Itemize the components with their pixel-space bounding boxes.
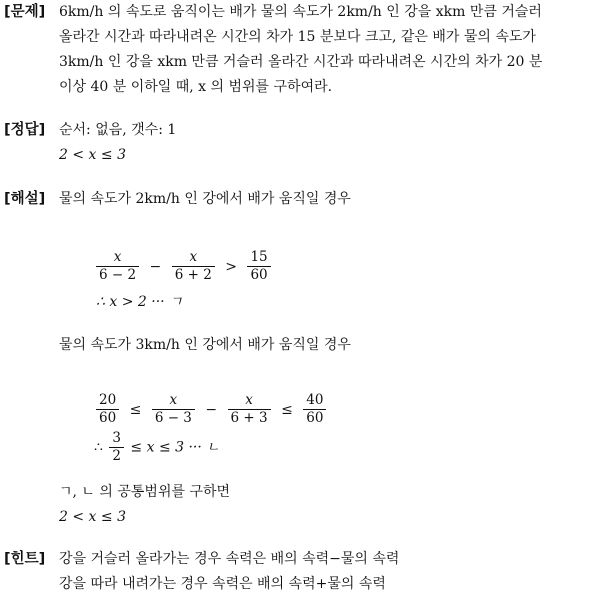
operator: > xyxy=(225,258,237,275)
hint-line-2: 강을 따라 내려가는 경우 속력은 배의 속력+물의 속력 xyxy=(59,576,386,592)
answer-range: 2 < x ≤ 3 xyxy=(59,147,126,163)
explanation-label: [해설] xyxy=(4,191,46,207)
fraction xyxy=(228,392,271,427)
result-2-rest: ≤ x ≤ 3 ··· ㄴ xyxy=(130,439,220,456)
final-range: 2 < x ≤ 3 xyxy=(59,509,126,525)
result-2 xyxy=(94,430,220,465)
explanation-intro-1: 물의 속도가 2km/h 인 강에서 배가 움직일 경우 xyxy=(59,191,351,207)
numerator: 15 xyxy=(250,249,268,265)
denominator: 6 + 2 xyxy=(172,266,215,284)
numerator: x xyxy=(113,249,122,265)
equation-1 xyxy=(94,249,273,284)
fraction xyxy=(172,249,215,284)
fraction xyxy=(96,392,119,427)
denominator: 6 + 3 xyxy=(228,409,271,427)
result-1: ∴ x > 2 ··· ㄱ xyxy=(96,294,183,310)
denominator: 60 xyxy=(303,409,326,427)
therefore-symbol: ∴ xyxy=(94,439,103,456)
numerator: x xyxy=(245,392,253,408)
problem-line-3: 3km/h 인 강을 xkm 만큼 거슬러 올라간 시간과 따라내려온 시간의 차가 20 분 xyxy=(59,54,543,70)
numerator: 3 xyxy=(112,430,121,446)
denominator: 6 − 2 xyxy=(96,266,139,284)
numerator: 20 xyxy=(99,392,117,408)
explanation-intro-2: 물의 속도가 3km/h 인 강에서 배가 움직일 경우 xyxy=(59,337,351,353)
hint-line-1: 강을 거슬러 올라가는 경우 속력은 배의 속력−물의 속력 xyxy=(59,551,400,567)
numerator: x xyxy=(169,392,178,408)
fraction xyxy=(109,430,124,465)
explanation-intro-2-wrap xyxy=(59,333,586,358)
fraction xyxy=(152,392,195,427)
explanation-content xyxy=(59,187,586,212)
answer-content xyxy=(59,118,586,168)
operator: ≤ xyxy=(129,401,142,418)
problem-line-1: 6km/h 의 속도로 움직이는 배가 물의 속도가 2km/h 인 강을 xkm 만큼 거슬러 xyxy=(59,4,542,20)
denominator: 2 xyxy=(109,447,124,465)
answer-label: [정답] xyxy=(4,122,46,138)
common-range-text: ㄱ, ㄴ 의 공통범위를 구하면 xyxy=(59,484,231,500)
problem-line-2: 올라간 시간과 따라내려온 시간의 차가 15 분보다 크고, 같은 배가 물의 속도가 xyxy=(59,29,536,45)
answer-meta: 순서: 없음, 갯수: 1 xyxy=(59,122,177,138)
denominator: 6 − 3 xyxy=(152,409,195,427)
problem-text xyxy=(59,0,586,100)
problem-line-4: 이상 40 분 이하일 때, x 의 범위를 구하여라. xyxy=(59,79,333,95)
equation-2 xyxy=(94,392,328,427)
numerator: 40 xyxy=(306,392,324,408)
explanation-tail xyxy=(59,480,586,530)
denominator: 60 xyxy=(96,409,119,427)
denominator: 60 xyxy=(247,266,270,284)
operator: − xyxy=(149,258,162,275)
problem-label: [문제] xyxy=(4,4,46,20)
operator: ≤ xyxy=(281,401,293,418)
fraction xyxy=(96,249,139,284)
hint-content xyxy=(59,547,586,597)
operator: − xyxy=(205,401,218,418)
hint-label: [힌트] xyxy=(4,551,46,567)
numerator: x xyxy=(189,249,198,265)
fraction xyxy=(303,392,326,427)
fraction xyxy=(247,249,270,284)
